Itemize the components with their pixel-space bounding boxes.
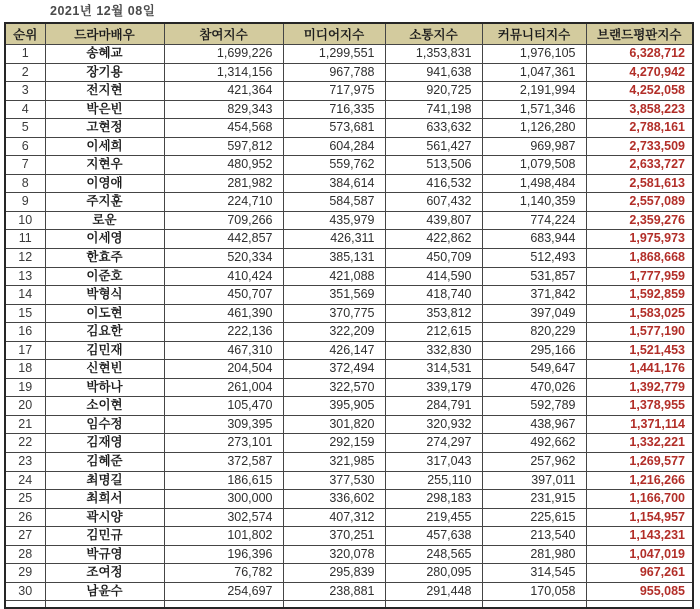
media-cell: 716,335	[283, 100, 385, 119]
community-cell: 2,191,994	[482, 82, 586, 101]
community-cell: 1,079,508	[482, 156, 586, 175]
column-header-2: 참여지수	[164, 23, 283, 45]
community-cell: 531,857	[482, 267, 586, 286]
media-cell: 301,820	[283, 415, 385, 434]
actor-name-cell: 조여정	[45, 564, 164, 583]
community-cell: 231,915	[482, 490, 586, 509]
rank-cell: 4	[5, 100, 45, 119]
community-cell: 512,493	[482, 249, 586, 268]
participation-cell: 302,574	[164, 508, 283, 527]
communication-cell: 416,532	[385, 174, 482, 193]
rank-cell: 3	[5, 82, 45, 101]
table-row	[5, 211, 693, 230]
communication-cell: 320,932	[385, 415, 482, 434]
rank-cell: 11	[5, 230, 45, 249]
communication-cell: 314,531	[385, 360, 482, 379]
table-row	[5, 564, 693, 583]
communication-cell: 280,095	[385, 564, 482, 583]
brand-index-cell: 1,378,955	[586, 397, 693, 416]
media-cell: 321,985	[283, 453, 385, 472]
media-cell: 238,881	[283, 582, 385, 601]
actor-name-cell: 곽시양	[45, 508, 164, 527]
rank-cell: 13	[5, 267, 45, 286]
communication-cell: 920,725	[385, 82, 482, 101]
table-row	[5, 304, 693, 323]
actor-name-cell: 임수정	[45, 415, 164, 434]
rank-cell: 22	[5, 434, 45, 453]
table-row	[5, 490, 693, 509]
actor-name-cell: 송혜교	[45, 45, 164, 64]
actor-name-cell: 신현빈	[45, 360, 164, 379]
participation-cell: 281,982	[164, 174, 283, 193]
rank-cell: 23	[5, 453, 45, 472]
community-cell: 397,049	[482, 304, 586, 323]
brand-index-cell: 1,868,668	[586, 249, 693, 268]
actor-name-cell: 고현정	[45, 119, 164, 138]
community-cell: 470,026	[482, 378, 586, 397]
actor-name-cell: 박하나	[45, 378, 164, 397]
rank-cell: 25	[5, 490, 45, 509]
media-cell: 370,775	[283, 304, 385, 323]
brand-index-cell: 1,143,231	[586, 527, 693, 546]
rank-cell: 18	[5, 360, 45, 379]
actor-name-cell: 이영애	[45, 174, 164, 193]
table-row	[5, 397, 693, 416]
media-cell: 372,494	[283, 360, 385, 379]
brand-index-cell: 1,166,700	[586, 490, 693, 509]
media-cell: 435,979	[283, 211, 385, 230]
empty-cell	[482, 601, 586, 609]
community-cell: 969,987	[482, 137, 586, 156]
media-cell: 351,569	[283, 286, 385, 305]
actor-name-cell: 최희서	[45, 490, 164, 509]
communication-cell: 317,043	[385, 453, 482, 472]
brand-index-cell: 1,392,779	[586, 378, 693, 397]
rank-cell: 9	[5, 193, 45, 212]
table-row	[5, 100, 693, 119]
table-row	[5, 341, 693, 360]
community-cell: 1,140,359	[482, 193, 586, 212]
community-cell: 492,662	[482, 434, 586, 453]
brand-index-cell: 1,592,859	[586, 286, 693, 305]
table-row	[5, 508, 693, 527]
communication-cell: 457,638	[385, 527, 482, 546]
rank-cell: 30	[5, 582, 45, 601]
rank-cell: 29	[5, 564, 45, 583]
rank-cell: 27	[5, 527, 45, 546]
table-row	[5, 193, 693, 212]
rank-cell: 24	[5, 471, 45, 490]
brand-index-cell: 1,777,959	[586, 267, 693, 286]
participation-cell: 309,395	[164, 415, 283, 434]
brand-index-cell: 2,557,089	[586, 193, 693, 212]
brand-index-cell: 2,733,509	[586, 137, 693, 156]
brand-index-cell: 955,085	[586, 582, 693, 601]
participation-cell: 204,504	[164, 360, 283, 379]
participation-cell: 254,697	[164, 582, 283, 601]
brand-index-cell: 1,521,453	[586, 341, 693, 360]
communication-cell: 1,353,831	[385, 45, 482, 64]
table-row	[5, 267, 693, 286]
media-cell: 322,570	[283, 378, 385, 397]
community-cell: 683,944	[482, 230, 586, 249]
media-cell: 573,681	[283, 119, 385, 138]
communication-cell: 248,565	[385, 545, 482, 564]
rank-cell: 17	[5, 341, 45, 360]
brand-index-cell: 1,975,973	[586, 230, 693, 249]
brand-index-cell: 2,581,613	[586, 174, 693, 193]
communication-cell: 353,812	[385, 304, 482, 323]
empty-cell	[586, 601, 693, 609]
media-cell: 407,312	[283, 508, 385, 527]
community-cell: 592,789	[482, 397, 586, 416]
rank-cell: 1	[5, 45, 45, 64]
participation-cell: 410,424	[164, 267, 283, 286]
brand-index-cell: 1,371,114	[586, 415, 693, 434]
media-cell: 421,088	[283, 267, 385, 286]
participation-cell: 829,343	[164, 100, 283, 119]
media-cell: 322,209	[283, 323, 385, 342]
rank-cell: 16	[5, 323, 45, 342]
table-row	[5, 230, 693, 249]
rank-cell: 2	[5, 63, 45, 82]
table-row	[5, 434, 693, 453]
column-header-1: 드라마배우	[45, 23, 164, 45]
actor-name-cell: 박은빈	[45, 100, 164, 119]
participation-cell: 76,782	[164, 564, 283, 583]
participation-cell: 261,004	[164, 378, 283, 397]
communication-cell: 941,638	[385, 63, 482, 82]
communication-cell: 422,862	[385, 230, 482, 249]
table-row	[5, 137, 693, 156]
actor-name-cell: 이도현	[45, 304, 164, 323]
communication-cell: 418,740	[385, 286, 482, 305]
community-cell: 820,229	[482, 323, 586, 342]
brand-index-cell: 967,261	[586, 564, 693, 583]
media-cell: 320,078	[283, 545, 385, 564]
brand-index-cell: 2,359,276	[586, 211, 693, 230]
actor-name-cell: 김민규	[45, 527, 164, 546]
brand-index-cell: 1,154,957	[586, 508, 693, 527]
table-row	[5, 156, 693, 175]
communication-cell: 633,632	[385, 119, 482, 138]
actor-name-cell: 박규영	[45, 545, 164, 564]
brand-index-cell: 3,858,223	[586, 100, 693, 119]
media-cell: 967,788	[283, 63, 385, 82]
actor-name-cell: 이세희	[45, 137, 164, 156]
rank-cell: 8	[5, 174, 45, 193]
actor-name-cell: 박형식	[45, 286, 164, 305]
media-cell: 370,251	[283, 527, 385, 546]
actor-name-cell: 이세영	[45, 230, 164, 249]
rank-cell: 15	[5, 304, 45, 323]
participation-cell: 421,364	[164, 82, 283, 101]
rank-cell: 20	[5, 397, 45, 416]
brand-index-cell: 1,332,221	[586, 434, 693, 453]
participation-cell: 300,000	[164, 490, 283, 509]
community-cell: 397,011	[482, 471, 586, 490]
rank-cell: 19	[5, 378, 45, 397]
participation-cell: 709,266	[164, 211, 283, 230]
media-cell: 336,602	[283, 490, 385, 509]
media-cell: 717,975	[283, 82, 385, 101]
community-cell: 213,540	[482, 527, 586, 546]
actor-name-cell: 김민재	[45, 341, 164, 360]
table-row	[5, 582, 693, 601]
participation-cell: 454,568	[164, 119, 283, 138]
participation-cell: 461,390	[164, 304, 283, 323]
communication-cell: 298,183	[385, 490, 482, 509]
table-row	[5, 286, 693, 305]
participation-cell: 597,812	[164, 137, 283, 156]
empty-cell	[385, 601, 482, 609]
participation-cell: 450,707	[164, 286, 283, 305]
actor-name-cell: 김혜준	[45, 453, 164, 472]
brand-index-cell: 2,633,727	[586, 156, 693, 175]
column-header-4: 소통지수	[385, 23, 482, 45]
media-cell: 377,530	[283, 471, 385, 490]
empty-cell	[45, 601, 164, 609]
community-cell: 774,224	[482, 211, 586, 230]
community-cell: 225,615	[482, 508, 586, 527]
participation-cell: 196,396	[164, 545, 283, 564]
rank-cell: 26	[5, 508, 45, 527]
participation-cell: 222,136	[164, 323, 283, 342]
rank-cell: 21	[5, 415, 45, 434]
communication-cell: 741,198	[385, 100, 482, 119]
media-cell: 426,147	[283, 341, 385, 360]
table-row	[5, 360, 693, 379]
community-cell: 1,498,484	[482, 174, 586, 193]
column-header-3: 미디어지수	[283, 23, 385, 45]
rank-cell: 28	[5, 545, 45, 564]
rank-cell: 12	[5, 249, 45, 268]
participation-cell: 372,587	[164, 453, 283, 472]
media-cell: 426,311	[283, 230, 385, 249]
partial-cutoff-row	[5, 601, 693, 609]
participation-cell: 520,334	[164, 249, 283, 268]
participation-cell: 1,699,226	[164, 45, 283, 64]
actor-name-cell: 김재영	[45, 434, 164, 453]
media-cell: 385,131	[283, 249, 385, 268]
participation-cell: 105,470	[164, 397, 283, 416]
media-cell: 395,905	[283, 397, 385, 416]
table-row	[5, 249, 693, 268]
community-cell: 1,976,105	[482, 45, 586, 64]
rank-cell: 7	[5, 156, 45, 175]
communication-cell: 212,615	[385, 323, 482, 342]
participation-cell: 480,952	[164, 156, 283, 175]
participation-cell: 224,710	[164, 193, 283, 212]
actor-name-cell: 이준호	[45, 267, 164, 286]
community-cell: 170,058	[482, 582, 586, 601]
media-cell: 584,587	[283, 193, 385, 212]
empty-cell	[5, 601, 45, 609]
table-row	[5, 527, 693, 546]
communication-cell: 274,297	[385, 434, 482, 453]
communication-cell: 255,110	[385, 471, 482, 490]
table-row	[5, 63, 693, 82]
table-header-row	[5, 23, 693, 45]
communication-cell: 291,448	[385, 582, 482, 601]
communication-cell: 450,709	[385, 249, 482, 268]
brand-index-cell: 2,788,161	[586, 119, 693, 138]
community-cell: 295,166	[482, 341, 586, 360]
table-row	[5, 119, 693, 138]
actor-name-cell: 전지현	[45, 82, 164, 101]
column-header-0: 순위	[5, 23, 45, 45]
communication-cell: 607,432	[385, 193, 482, 212]
table-row	[5, 174, 693, 193]
community-cell: 371,842	[482, 286, 586, 305]
table-row	[5, 378, 693, 397]
brand-index-cell: 6,328,712	[586, 45, 693, 64]
community-cell: 549,647	[482, 360, 586, 379]
communication-cell: 219,455	[385, 508, 482, 527]
community-cell: 257,962	[482, 453, 586, 472]
participation-cell: 1,314,156	[164, 63, 283, 82]
community-cell: 1,126,280	[482, 119, 586, 138]
brand-index-cell: 1,577,190	[586, 323, 693, 342]
actor-name-cell: 김요한	[45, 323, 164, 342]
rank-cell: 6	[5, 137, 45, 156]
communication-cell: 332,830	[385, 341, 482, 360]
community-cell: 438,967	[482, 415, 586, 434]
communication-cell: 439,807	[385, 211, 482, 230]
community-cell: 314,545	[482, 564, 586, 583]
actor-name-cell: 로운	[45, 211, 164, 230]
brand-index-cell: 1,441,176	[586, 360, 693, 379]
brand-index-cell: 1,047,019	[586, 545, 693, 564]
table-row	[5, 82, 693, 101]
table-row	[5, 323, 693, 342]
actor-name-cell: 최명길	[45, 471, 164, 490]
rank-cell: 5	[5, 119, 45, 138]
participation-cell: 186,615	[164, 471, 283, 490]
brand-index-cell: 4,270,942	[586, 63, 693, 82]
rank-cell: 14	[5, 286, 45, 305]
table-row	[5, 453, 693, 472]
table-row	[5, 415, 693, 434]
media-cell: 1,299,551	[283, 45, 385, 64]
participation-cell: 101,802	[164, 527, 283, 546]
actor-name-cell: 지현우	[45, 156, 164, 175]
community-cell: 1,571,346	[482, 100, 586, 119]
media-cell: 292,159	[283, 434, 385, 453]
communication-cell: 284,791	[385, 397, 482, 416]
brand-index-cell: 1,583,025	[586, 304, 693, 323]
actor-name-cell: 장기용	[45, 63, 164, 82]
participation-cell: 467,310	[164, 341, 283, 360]
table-row	[5, 471, 693, 490]
communication-cell: 513,506	[385, 156, 482, 175]
column-header-5: 커뮤니티지수	[482, 23, 586, 45]
column-header-6: 브랜드평판지수	[586, 23, 693, 45]
empty-cell	[283, 601, 385, 609]
rank-cell: 10	[5, 211, 45, 230]
actor-name-cell: 주지훈	[45, 193, 164, 212]
actor-name-cell: 한효주	[45, 249, 164, 268]
table-row	[5, 545, 693, 564]
actor-name-cell: 남윤수	[45, 582, 164, 601]
brand-reputation-ranking-table	[4, 22, 694, 609]
media-cell: 384,614	[283, 174, 385, 193]
communication-cell: 561,427	[385, 137, 482, 156]
communication-cell: 339,179	[385, 378, 482, 397]
media-cell: 604,284	[283, 137, 385, 156]
brand-index-cell: 1,216,266	[586, 471, 693, 490]
brand-index-cell: 4,252,058	[586, 82, 693, 101]
actor-name-cell: 소이현	[45, 397, 164, 416]
participation-cell: 442,857	[164, 230, 283, 249]
media-cell: 295,839	[283, 564, 385, 583]
brand-index-cell: 1,269,577	[586, 453, 693, 472]
community-cell: 1,047,361	[482, 63, 586, 82]
communication-cell: 414,590	[385, 267, 482, 286]
table-row	[5, 45, 693, 64]
community-cell: 281,980	[482, 545, 586, 564]
empty-cell	[164, 601, 283, 609]
media-cell: 559,762	[283, 156, 385, 175]
participation-cell: 273,101	[164, 434, 283, 453]
page-title: 2021년 12월 08일	[50, 4, 156, 18]
